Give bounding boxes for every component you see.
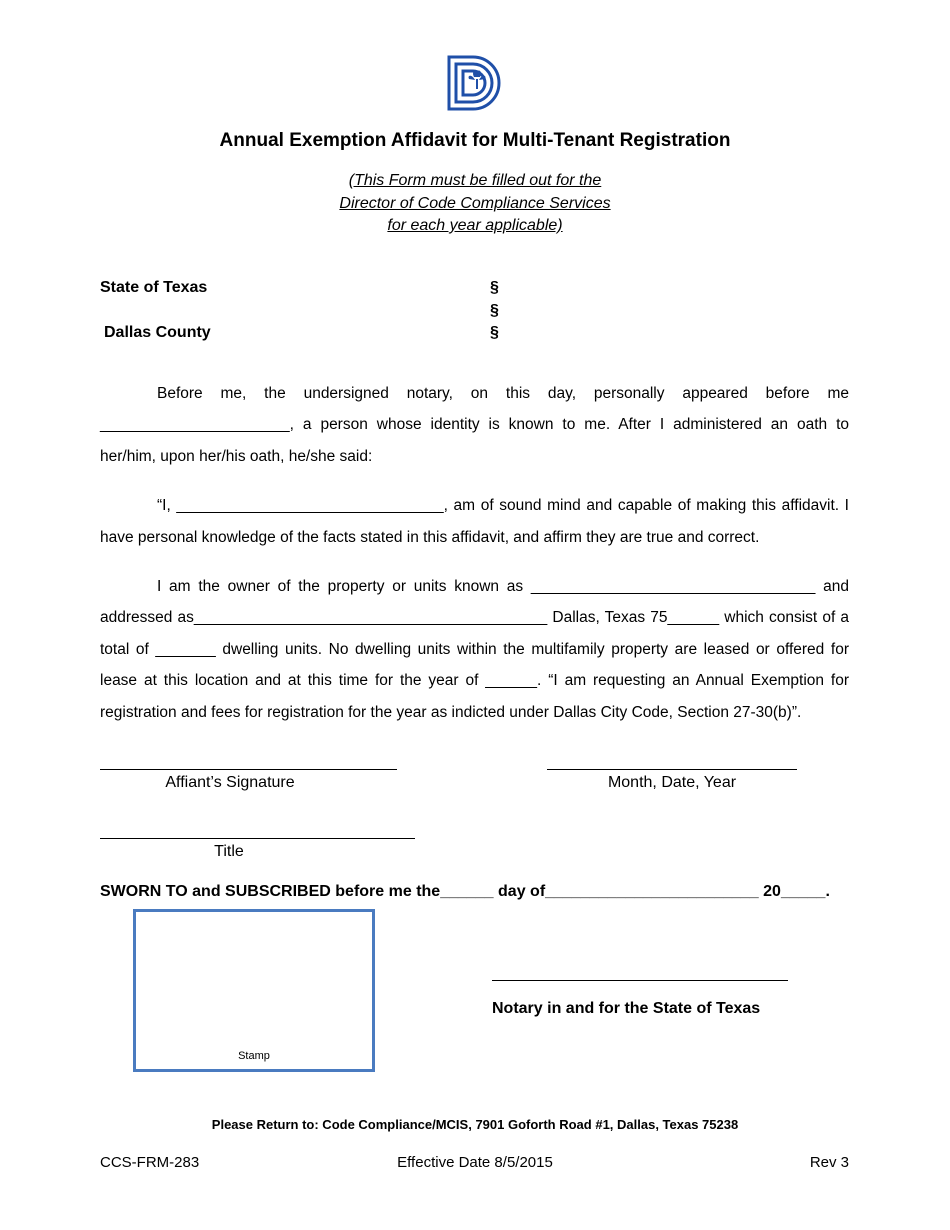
subtitle-line-2: Director of Code Compliance Services bbox=[339, 195, 611, 212]
notary-signature-line[interactable] bbox=[492, 980, 788, 981]
subtitle-line-3: for each year applicable) bbox=[387, 217, 563, 234]
para1-line2: ______________________, a person whose identity is known to me. After I administered an oath to bbox=[100, 416, 849, 433]
para2-line2: have personal knowledge of the facts stated in this affidavit, and affirm they are true and correct. bbox=[100, 529, 760, 546]
affiant-signature-line[interactable] bbox=[100, 769, 397, 770]
date-line[interactable] bbox=[547, 769, 797, 770]
form-id: CCS-FRM-283 bbox=[100, 1154, 200, 1171]
stamp-label: Stamp bbox=[238, 1050, 270, 1062]
section-symbol: § bbox=[490, 324, 499, 341]
title-label: Title bbox=[214, 843, 244, 860]
return-address: Please Return to: Code Compliance/MCIS, 7901 Goforth Road #1, Dallas, Texas 75238 bbox=[211, 1117, 739, 1132]
revision: Rev 3 bbox=[809, 1154, 849, 1171]
affiant-signature-label: Affiant’s Signature bbox=[165, 774, 295, 791]
venue-county: Dallas County bbox=[104, 324, 211, 341]
effective-date: Effective Date 8/5/2015 bbox=[397, 1154, 553, 1171]
sworn-statement: SWORN TO and SUBSCRIBED before me the______ day of________________________ 20_____. bbox=[100, 883, 830, 900]
notary-stamp-box bbox=[133, 909, 375, 1072]
form-title: Annual Exemption Affidavit for Multi-Tenant Registration bbox=[219, 130, 731, 151]
venue-state: State of Texas bbox=[100, 279, 208, 296]
title-line[interactable] bbox=[100, 838, 415, 839]
city-of-dallas-logo-icon bbox=[447, 55, 503, 111]
subtitle-line-1: (This Form must be filled out for the bbox=[348, 172, 602, 189]
notary-label: Notary in and for the State of Texas bbox=[492, 1000, 761, 1017]
para3-line2: addressed as_________________________________________ Dallas, Texas 75______ which consist of a bbox=[100, 609, 849, 626]
section-symbol: § bbox=[490, 279, 499, 296]
para3-line1: I am the owner of the property or units known as _________________________________ and bbox=[157, 578, 849, 595]
para3-line5: registration and fees for registration for the year as indicted under Dallas City Code, Section 27-30(b)”. bbox=[100, 704, 802, 721]
para1-line1: Before me, the undersigned notary, on this day, personally appeared before me bbox=[157, 385, 849, 402]
date-label: Month, Date, Year bbox=[607, 774, 737, 791]
para2-line1: “I, _______________________________, am of sound mind and capable of making this affidavit. I bbox=[157, 497, 849, 514]
section-symbol: § bbox=[490, 302, 499, 319]
para3-line4: lease at this location and at this time for the year of ______. “I am requesting an Annual Exemption for bbox=[100, 672, 849, 689]
para3-line3: total of _______ dwelling units. No dwelling units within the multifamily property are leased or offered for bbox=[100, 641, 849, 658]
para1-line3: her/him, upon her/his oath, he/she said: bbox=[100, 448, 373, 465]
